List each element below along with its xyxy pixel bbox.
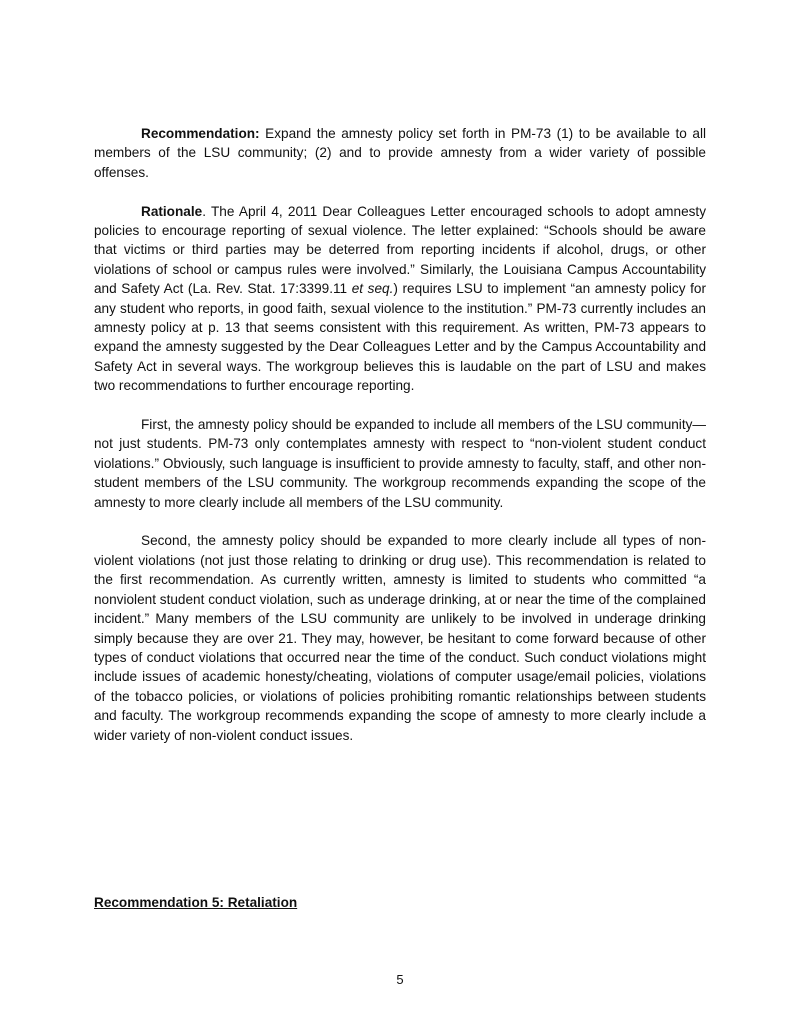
- first-point-paragraph: First, the amnesty policy should be expanded to include all members of the LSU community—not just students. PM-73 only contemplates amnesty with respect to “non-violent student conduct violations.” Obviously, such language is insufficient to provide amnesty to faculty, staff, and other non-student members of the LSU community. The workgroup recommends expanding the scope of the amnesty to more clearly include all members of the LSU community.: [94, 417, 706, 510]
- section-heading-retaliation: Recommendation 5: Retaliation: [94, 895, 298, 910]
- rationale-text-part2: ) requires LSU to implement “an amnesty policy for any student who reports, in good faith, sexual violence to the institution.” PM-73 currently includes an amnesty policy at p. 13 that seems consistent with this requirement. As written, PM-73 appears to expand the amnesty suggested by the Dear Colleagues Letter and by the Campus Accountability and Safety Act in several ways. The workgroup believes this is laudable on the part of LSU and makes two recommendations to further encourage reporting.: [94, 281, 706, 394]
- page-number: 5: [396, 972, 404, 987]
- document-body: [94, 124, 706, 764]
- rationale-paragraph: [94, 202, 706, 396]
- recommendation-paragraph: [94, 124, 706, 182]
- rationale-text-part1: . The April 4, 2011 Dear Colleagues Letter encouraged schools to adopt amnesty policies to encourage reporting of sexual violence. The letter explained: “Schools should be aware that victims or third parties may be deterred from reporting incidents if alcohol, drugs, or other violations of school or campus rules were involved.” Similarly, the Louisiana Campus Accountability and Safety Act (La. Rev. Stat. 17:3399.11: [94, 203, 706, 297]
- rationale-italic-citation: et seq.: [351, 281, 394, 297]
- second-point-paragraph: Second, the amnesty policy should be expanded to more clearly include all types of non-violent violations (not just those relating to drinking or drug use). This recommendation is related to the first recommendation. As currently written, amnesty is limited to students who committed “a nonviolent student conduct violation, such as underage drinking, at or near the time of the complained incident.” Many members of the LSU community are unlikely to be involved in underage drinking simply because they are over 21. They may, however, be hesitant to come forward because of other types of conduct violations that occurred near the time of the conduct. Such conduct violations might include issues of academic honesty/cheating, violations of computer usage/email policies, violations of the tobacco policies, or violations of policies prohibiting romantic relationships between students and faculty. The workgroup recommends expanding the scope of amnesty to more clearly include a wider variety of non-violent conduct issues.: [94, 533, 706, 743]
- rationale-lead: Rationale: [141, 203, 203, 219]
- recommendation-text: Expand the amnesty policy set forth in PM-73 (1) to be available to all members of the LSU community; (2) and to provide amnesty from a wider variety of possible offenses.: [94, 126, 706, 180]
- recommendation-lead: Recommendation:: [141, 126, 260, 141]
